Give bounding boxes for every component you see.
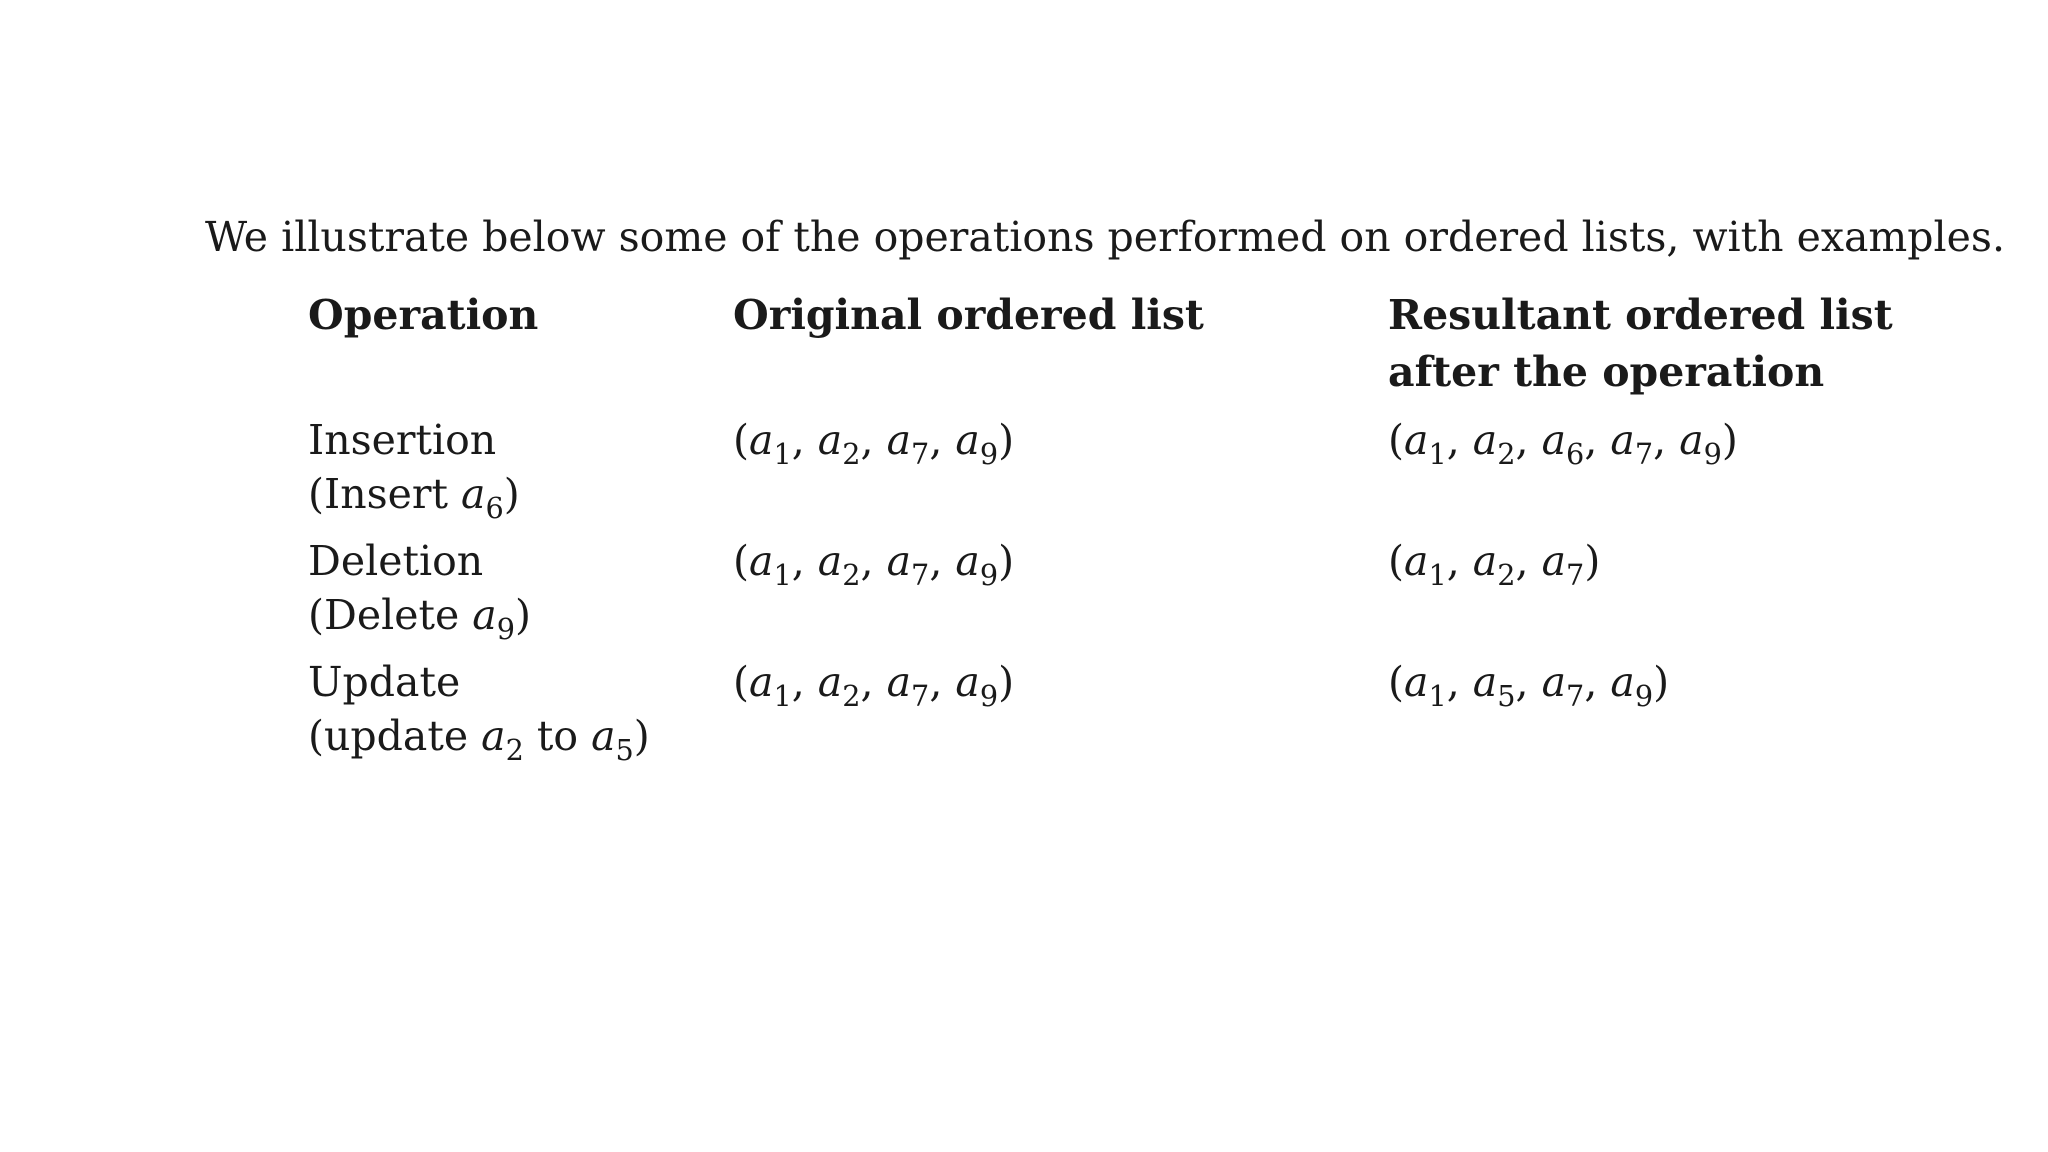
list-element: $a_5$ (1472, 658, 1516, 714)
list-element: $a_1$ (749, 416, 792, 472)
list-element: $a_2$ (1472, 537, 1516, 593)
list-element: $a_7$ (1610, 416, 1654, 472)
list-element: $a_9$ (1610, 658, 1654, 714)
list-element: $a_1$ (1404, 537, 1447, 593)
list-element: $a_1$ (749, 537, 792, 593)
operation-cell-insertion (308, 413, 520, 526)
result-list-row-1: ($a_1$, $a_2$, $a_6$, $a_7$, $a_9$) (1388, 416, 1738, 472)
list-element: $a_2$ (817, 416, 861, 472)
list-element: $a_7$ (886, 416, 930, 472)
result-list-row-2: ($a_1$, $a_2$, $a_7$) (1388, 537, 1601, 593)
list-element: $a_2$ (1472, 416, 1516, 472)
list-element: $a_9$ (955, 537, 999, 593)
header-operation: Operation (308, 291, 539, 339)
result-list-row-3: ($a_1$, $a_5$, $a_7$, $a_9$) (1388, 658, 1670, 714)
list-element: $a_7$ (886, 537, 930, 593)
operation-detail: (update $a_2$ to $a_5$) (308, 712, 650, 768)
list-element: $a_7$ (1541, 537, 1585, 593)
list-element: $a_7$ (1541, 658, 1585, 714)
original-list-row-2: ($a_1$, $a_2$, $a_7$, $a_9$) (733, 537, 1015, 593)
list-element: $a_1$ (1404, 416, 1447, 472)
original-list-row-1: ($a_1$, $a_2$, $a_7$, $a_9$) (733, 416, 1015, 472)
operation-cell-update (308, 655, 650, 768)
list-element: $a_7$ (886, 658, 930, 714)
list-element: $a_2$ (817, 537, 861, 593)
operation-name: Deletion (308, 537, 484, 585)
operation-cell-deletion (308, 534, 531, 647)
list-element: $a_9$ (955, 416, 999, 472)
operation-detail: (Delete $a_9$) (308, 591, 531, 647)
operation-name: Insertion (308, 416, 497, 464)
operation-detail: (Insert $a_6$) (308, 470, 520, 526)
original-list-row-3: ($a_1$, $a_2$, $a_7$, $a_9$) (733, 658, 1015, 714)
list-element: $a_9$ (1679, 416, 1722, 472)
list-element: $a_2$ (817, 658, 861, 714)
list-element: $a_1$ (1404, 658, 1447, 714)
list-element: $a_1$ (749, 658, 792, 714)
list-element: $a_6$ (1541, 416, 1585, 472)
intro-paragraph: We illustrate below some of the operations performed on ordered lists, with examples. (205, 213, 2005, 261)
header-resultant-list: Resultant ordered list after the operation (1388, 291, 1893, 396)
list-element: $a_9$ (955, 658, 999, 714)
header-original-list: Original ordered list (733, 291, 1204, 339)
operation-name: Update (308, 658, 461, 706)
